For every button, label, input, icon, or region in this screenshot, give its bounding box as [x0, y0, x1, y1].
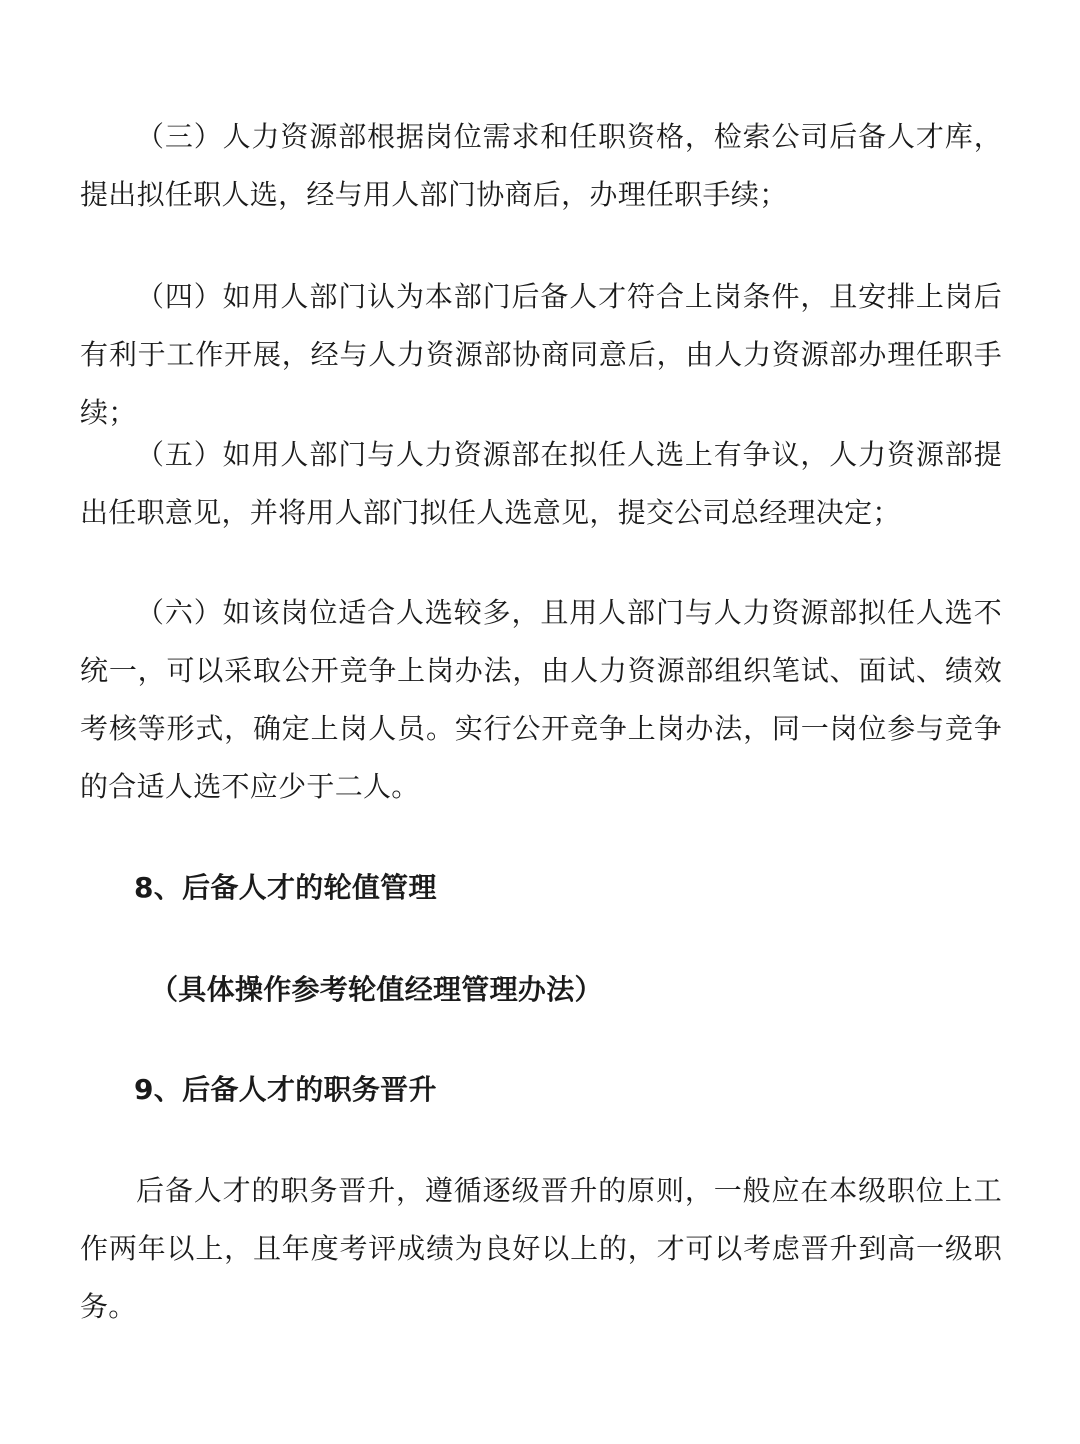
- paragraph-item-4: （四）如用人部门认为本部门后备人才符合上岗条件，且安排上岗后有利于工作开展，经与人力资源部协商同意后，由人力资源部办理任职手续；: [80, 280, 1002, 429]
- paragraph-item-6: （六）如该岗位适合人选较多，且用人部门与人力资源部拟任人选不统一，可以采取公开竞争上岗办法，由人力资源部组织笔试、面试、绩效考核等形式，确定上岗人员。实行公开竞争上岗办法，同一岗位参与竞争的合适人选不应少于二人。: [80, 596, 1002, 803]
- section-heading-8: 8、后备人才的轮值管理: [134, 871, 437, 904]
- section-note-8: （具体操作参考轮值经理管理办法）: [150, 973, 603, 1006]
- section-heading-9: 9、后备人才的职务晋升: [134, 1073, 437, 1106]
- paragraph-section-9: 后备人才的职务晋升，遵循逐级晋升的原则，一般应在本级职位上工作两年以上，且年度考评成绩为良好以上的，才可以考虑晋升到高一级职务。: [80, 1174, 1002, 1323]
- paragraph-item-5: （五）如用人部门与人力资源部在拟任人选上有争议，人力资源部提出任职意见，并将用人部门拟任人选意见，提交公司总经理决定；: [80, 438, 1002, 529]
- paragraph-item-3: （三）人力资源部根据岗位需求和任职资格，检索公司后备人才库，提出拟任职人选，经与用人部门协商后，办理任职手续；: [80, 120, 1002, 211]
